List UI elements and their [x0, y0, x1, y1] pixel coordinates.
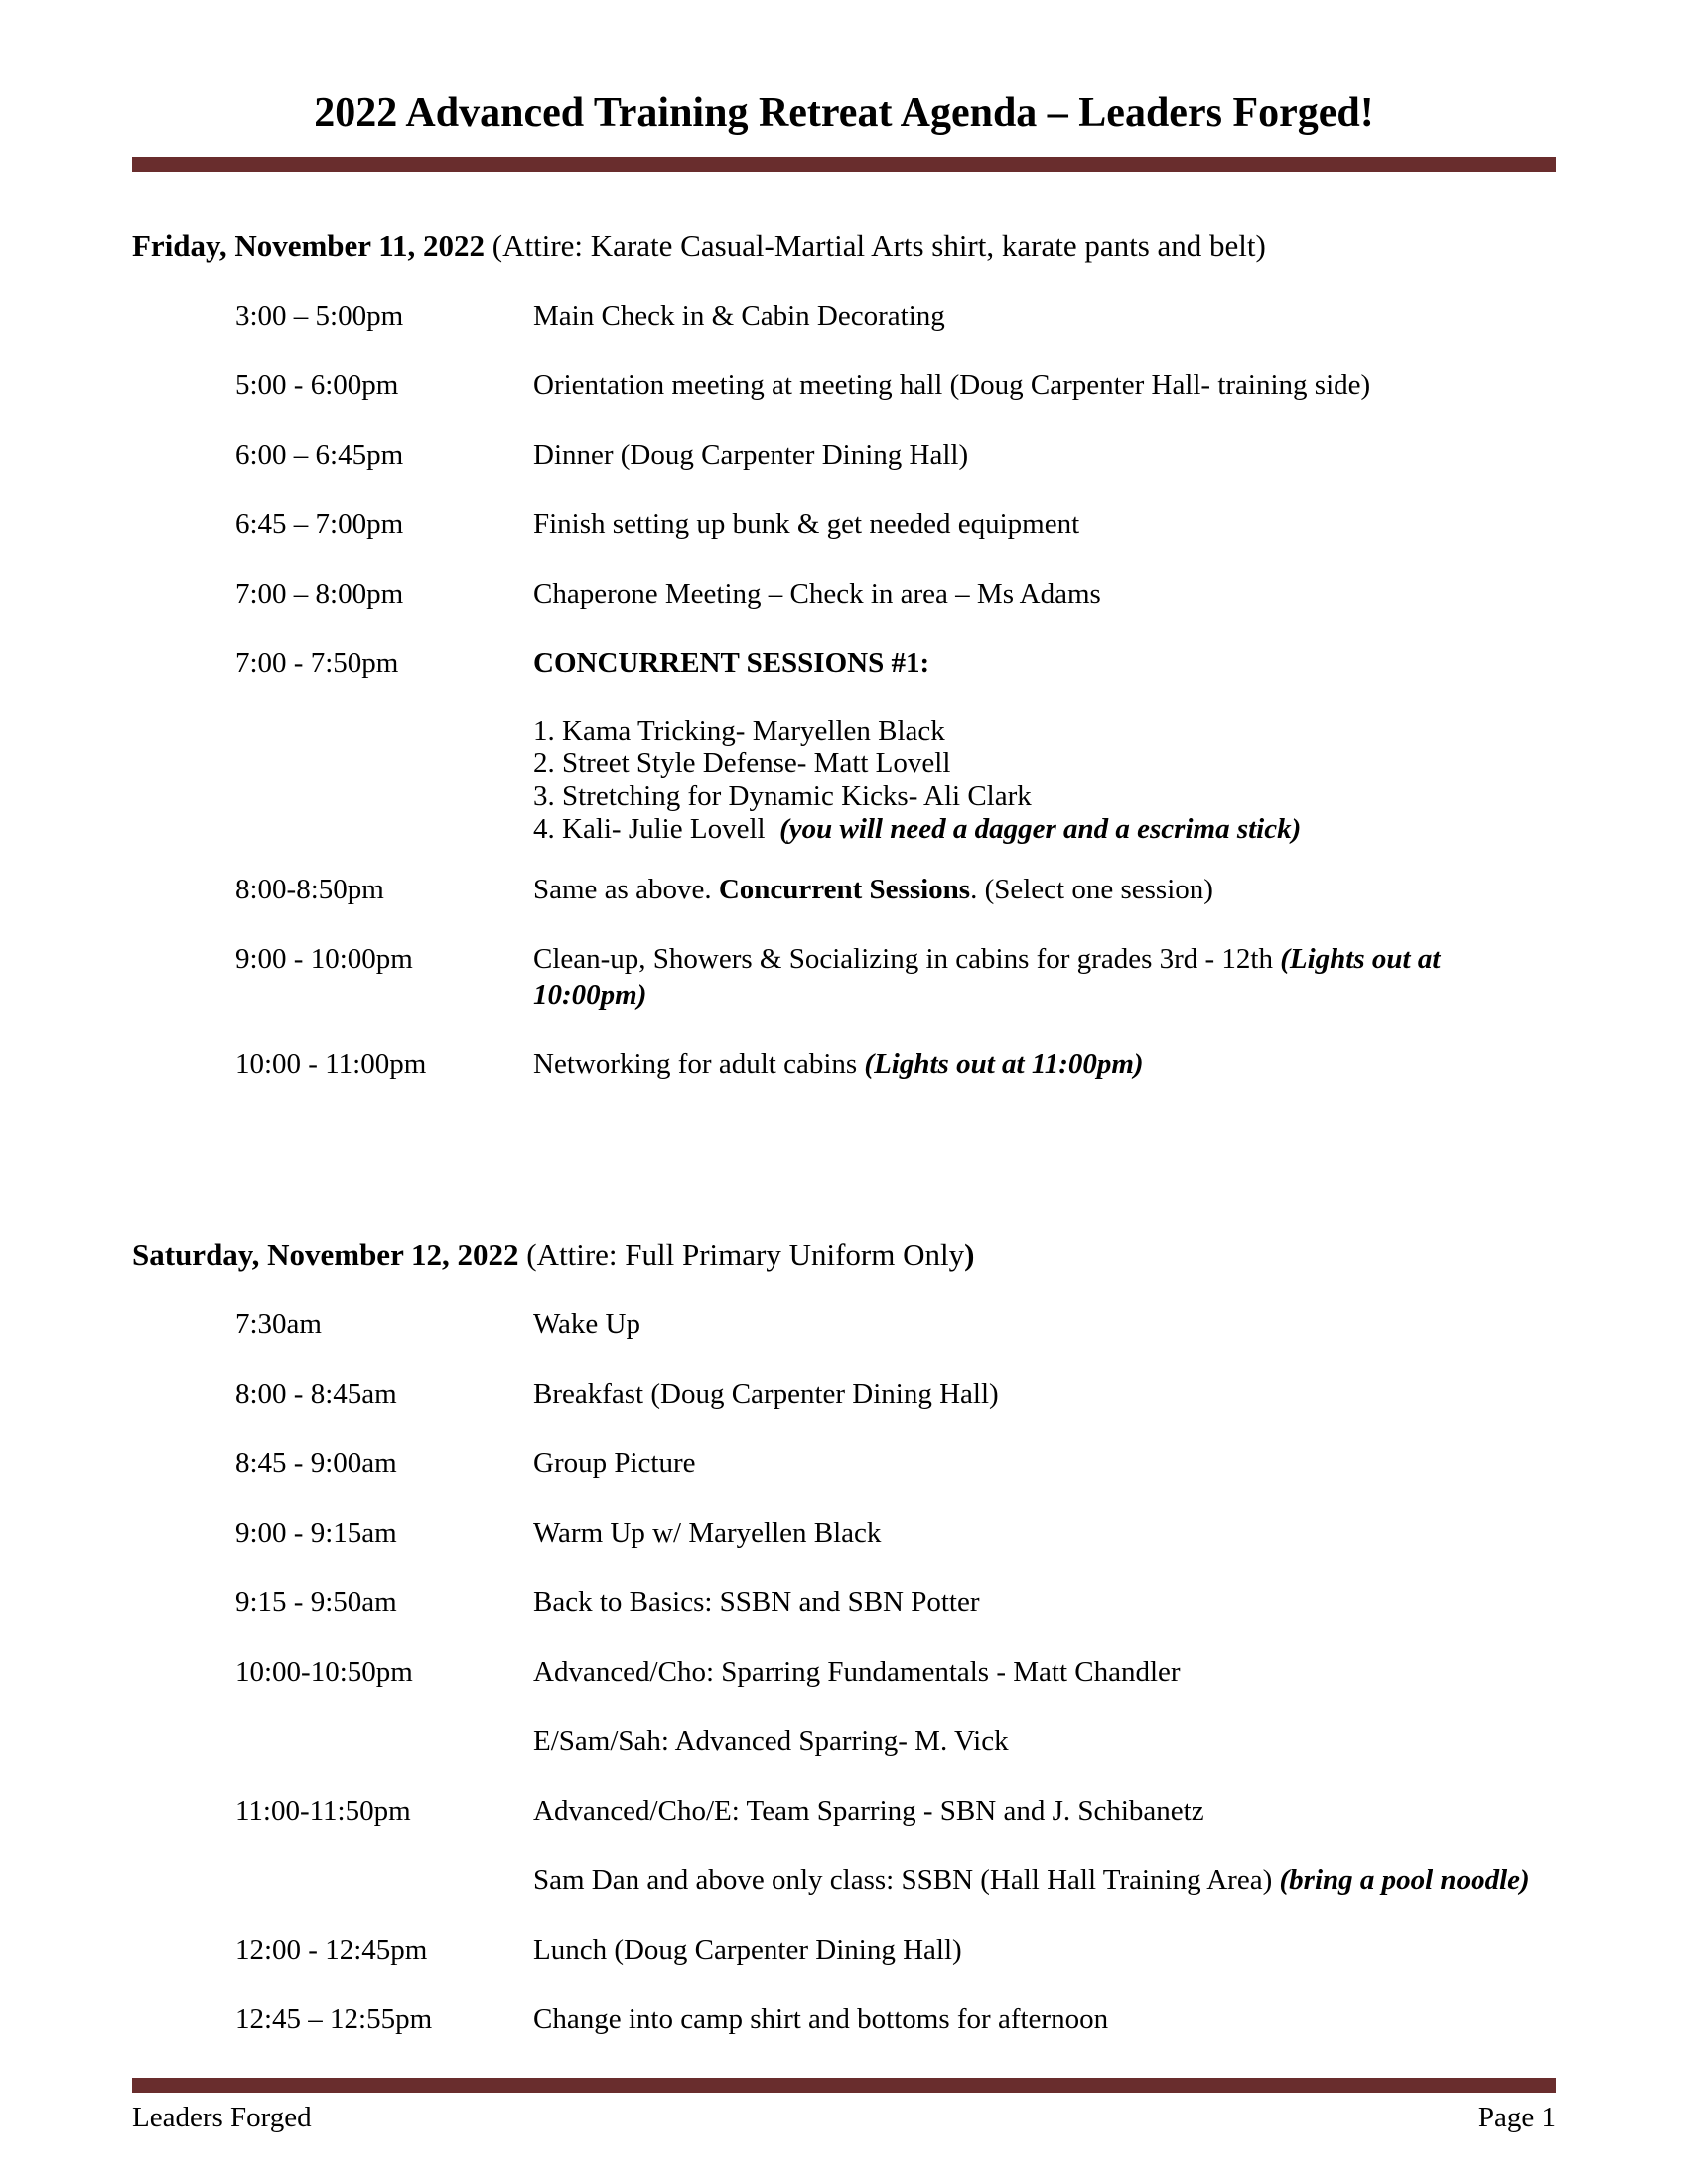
text-segment: Change into camp shirt and bottoms for afternoon — [533, 2003, 1109, 2035]
text-segment: (Attire: Full Primary Uniform Only — [518, 1237, 965, 1272]
text-segment: . (Select one session) — [970, 874, 1213, 905]
text-segment: (bring a pool noodle) — [1279, 1864, 1530, 1896]
description-line — [533, 872, 1556, 907]
agenda-section — [132, 1235, 1556, 2071]
page-title: 2022 Advanced Training Retreat Agenda – Leaders Forged! — [314, 90, 1374, 136]
time-cell — [132, 1862, 533, 1898]
footer-text-row — [132, 2101, 1556, 2134]
description-line — [533, 1862, 1556, 1898]
description-cell — [533, 715, 1556, 846]
text-segment: Back to Basics: SSBN and SBN Potter — [533, 1586, 980, 1618]
agenda-row — [132, 437, 1556, 473]
agenda-row — [132, 1376, 1556, 1412]
agenda-row — [132, 715, 1556, 846]
footer-rule — [132, 2078, 1556, 2093]
time-cell: 6:00 – 6:45pm — [235, 439, 404, 471]
time-cell: 9:00 - 9:15am — [235, 1517, 397, 1549]
agenda-row — [132, 1793, 1556, 1829]
text-segment: Orientation meeting at meeting hall (Doug Carpenter Hall- training side) — [533, 369, 1371, 401]
time-cell: 8:00-8:50pm — [235, 874, 384, 905]
description-cell — [533, 576, 1556, 612]
time-cell: 5:00 - 6:00pm — [235, 369, 399, 401]
description-cell — [533, 367, 1556, 403]
section-rows — [132, 298, 1556, 1082]
time-cell — [132, 1723, 533, 1759]
text-segment: Sam Dan and above only class: SSBN (Hall Hall Training Area) — [533, 1864, 1280, 1896]
description-cell — [533, 1376, 1556, 1412]
agenda-row — [132, 645, 1556, 681]
description-cell — [533, 1723, 1556, 1759]
description-line — [533, 1445, 1556, 1481]
agenda-row — [132, 576, 1556, 612]
text-segment: Lunch (Doug Carpenter Dining Hall) — [533, 1934, 962, 1966]
text-segment: 2. Street Style Defense- Matt Lovell — [533, 748, 951, 779]
time-cell: 9:15 - 9:50am — [235, 1586, 397, 1618]
description-line — [533, 2001, 1556, 2037]
agenda-row — [132, 1584, 1556, 1620]
section-heading — [132, 1235, 1556, 1275]
agenda-row — [132, 506, 1556, 542]
agenda-row — [132, 1862, 1556, 1898]
time-cell: 3:00 – 5:00pm — [235, 300, 404, 332]
agenda-row — [132, 367, 1556, 403]
text-segment: (you will need a dagger and a escrima stick) — [779, 813, 1302, 845]
text-segment: (Lights out at 11:00pm) — [864, 1048, 1144, 1080]
text-segment: Group Picture — [533, 1447, 696, 1479]
description-line — [533, 1654, 1556, 1690]
agenda-row — [132, 1046, 1556, 1082]
description-line — [533, 715, 1556, 748]
text-segment: Networking for adult cabins — [533, 1048, 865, 1080]
description-cell — [533, 1793, 1556, 1829]
description-line — [533, 367, 1556, 403]
agenda-row — [132, 872, 1556, 907]
description-cell — [533, 872, 1556, 907]
time-cell: 7:00 - 7:50pm — [235, 647, 399, 679]
text-segment: Same as above. — [533, 874, 719, 905]
agenda-row — [132, 1723, 1556, 1759]
section-heading — [132, 226, 1556, 266]
time-cell: 8:45 - 9:00am — [235, 1447, 397, 1479]
agenda-row — [132, 1932, 1556, 1968]
text-segment: Finish setting up bunk & get needed equipment — [533, 508, 1080, 540]
description-cell — [533, 2001, 1556, 2037]
description-line — [533, 941, 1556, 1013]
description-cell — [533, 506, 1556, 542]
agenda-row — [132, 1306, 1556, 1342]
text-segment: Warm Up w/ Maryellen Black — [533, 1517, 882, 1549]
time-cell: 7:00 – 8:00pm — [235, 578, 404, 610]
text-segment: (Lights out at 10:00pm) — [533, 943, 1448, 1011]
footer-left-text: Leaders Forged — [132, 2102, 312, 2133]
description-line — [533, 298, 1556, 334]
text-segment: 3. Stretching for Dynamic Kicks- Ali Clark — [533, 780, 1032, 812]
time-cell: 8:00 - 8:45am — [235, 1378, 397, 1410]
description-cell — [533, 645, 1556, 681]
time-cell: 12:45 – 12:55pm — [235, 2003, 433, 2035]
text-segment: ) — [964, 1237, 975, 1272]
agenda-row — [132, 1445, 1556, 1481]
section-rows — [132, 1306, 1556, 2037]
time-cell: 9:00 - 10:00pm — [235, 943, 413, 975]
description-line — [533, 1515, 1556, 1551]
text-segment: Saturday, November 12, 2022 — [132, 1237, 519, 1272]
time-cell: 11:00-11:50pm — [235, 1795, 411, 1827]
text-segment: E/Sam/Sah: Advanced Sparring- M. Vick — [533, 1725, 1009, 1757]
agenda-row — [132, 2001, 1556, 2037]
time-cell: 6:45 – 7:00pm — [235, 508, 404, 540]
footer-page-number: Page 1 — [1477, 2102, 1556, 2133]
description-line — [533, 1584, 1556, 1620]
description-line — [533, 1723, 1556, 1759]
text-segment: CONCURRENT SESSIONS #1: — [533, 647, 930, 679]
time-cell — [132, 715, 533, 846]
description-cell — [533, 1515, 1556, 1551]
text-segment: Wake Up — [533, 1308, 640, 1340]
text-segment: Advanced/Cho/E: Team Sparring - SBN and J. Schibanetz — [533, 1795, 1204, 1827]
text-segment: Breakfast (Doug Carpenter Dining Hall) — [533, 1378, 999, 1410]
text-segment: Concurrent Sessions — [718, 874, 971, 905]
time-cell: 12:00 - 12:45pm — [235, 1934, 428, 1966]
text-segment: Friday, November 11, 2022 — [132, 228, 486, 263]
description-line — [533, 645, 1556, 681]
text-segment: Dinner (Doug Carpenter Dining Hall) — [533, 439, 969, 471]
description-line — [533, 1932, 1556, 1968]
agenda-row — [132, 1515, 1556, 1551]
description-cell — [533, 437, 1556, 473]
description-cell — [533, 298, 1556, 334]
description-cell — [533, 1306, 1556, 1342]
description-line — [533, 506, 1556, 542]
time-cell: 10:00 - 11:00pm — [235, 1048, 427, 1080]
description-cell — [533, 1584, 1556, 1620]
description-cell — [533, 1046, 1556, 1082]
description-cell — [533, 1654, 1556, 1690]
description-line — [533, 1376, 1556, 1412]
text-segment: Advanced/Cho: Sparring Fundamentals - Matt Chandler — [533, 1656, 1181, 1688]
agenda-sections — [132, 226, 1556, 2071]
description-cell — [533, 1932, 1556, 1968]
text-segment: 1. Kama Tricking- Maryellen Black — [533, 715, 945, 747]
time-cell: 7:30am — [235, 1308, 322, 1340]
description-cell — [533, 941, 1556, 1013]
text-segment: (Attire: Karate Casual-Martial Arts shirt, karate pants and belt) — [485, 228, 1266, 263]
agenda-row — [132, 941, 1556, 1013]
description-line — [533, 1306, 1556, 1342]
description-line — [533, 437, 1556, 473]
title-rule — [132, 157, 1556, 172]
agenda-row — [132, 298, 1556, 334]
agenda-section — [132, 226, 1556, 1116]
description-cell — [533, 1445, 1556, 1481]
page-footer — [132, 2078, 1556, 2134]
description-line — [533, 780, 1556, 813]
time-cell: 10:00-10:50pm — [235, 1656, 413, 1688]
description-line — [533, 813, 1556, 846]
agenda-row — [132, 1654, 1556, 1690]
text-segment: 4. Kali- Julie Lovell — [533, 813, 780, 845]
description-cell — [533, 1862, 1556, 1898]
description-line — [533, 1046, 1556, 1082]
text-segment: Chaperone Meeting – Check in area – Ms Adams — [533, 578, 1101, 610]
description-line — [533, 1793, 1556, 1829]
description-line — [533, 576, 1556, 612]
text-segment: Main Check in & Cabin Decorating — [533, 300, 945, 332]
text-segment: Clean-up, Showers & Socializing in cabins for grades 3rd - 12th — [533, 943, 1281, 975]
description-line — [533, 748, 1556, 780]
